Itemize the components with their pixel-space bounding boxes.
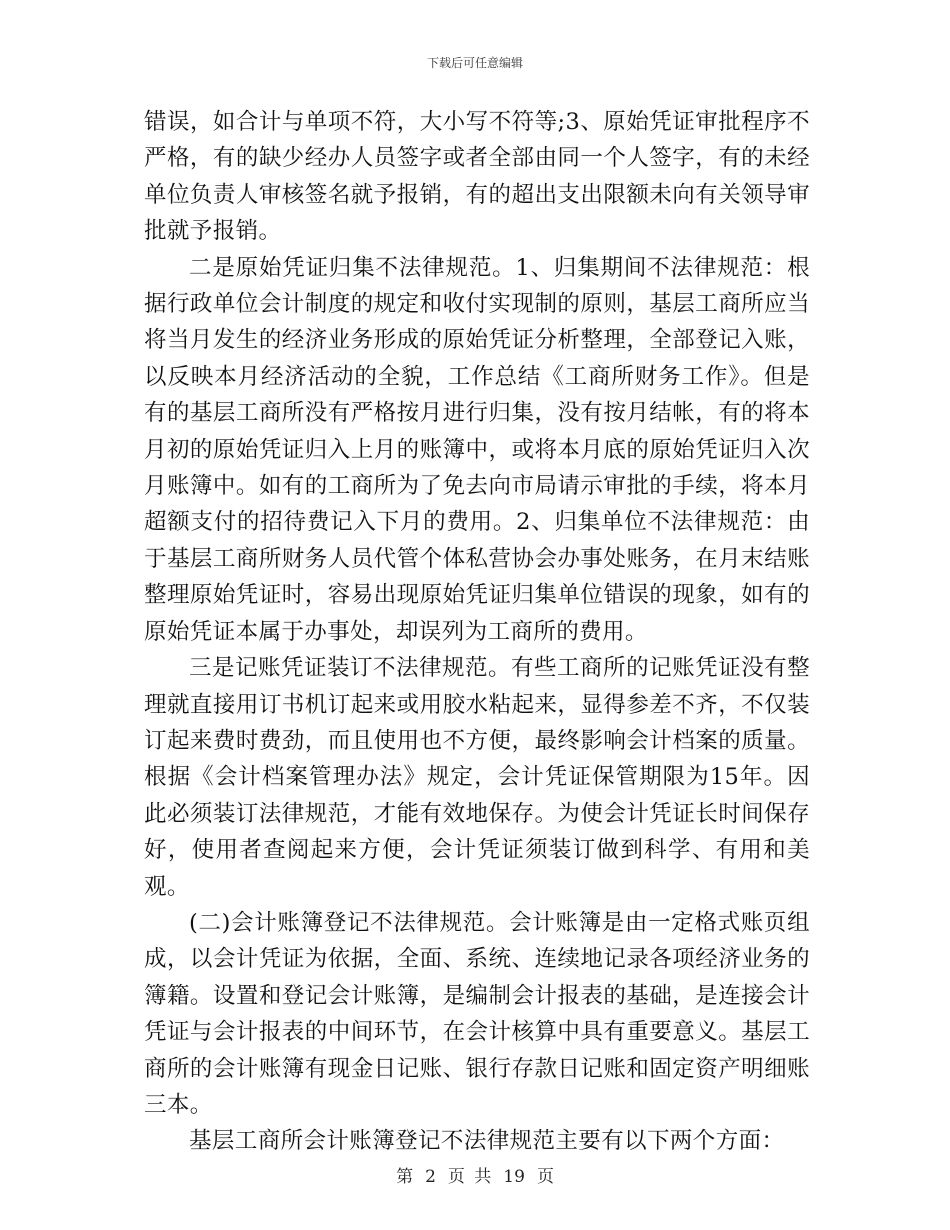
page-header: 下载后可任意编辑: [426, 56, 523, 70]
document-body: [144, 104, 810, 1160]
paragraph: 二是原始凭证归集不法律规范。1、归集期间不法律规范：根据行政单位会计制度的规定和收付实现制的原则，基层工商所应当将当月发生的经济业务形成的原始凭证分析整理，全部登记入账，以反映本月经济活动的全貌，工作总结《工商所财务工作》。但是有的基层工商所没有严格按月进行归集，没有按月结帐，有的将本月初的原始凭证归入上月的账簿中，或将本月底的原始凭证归入次月账簿中。如有的工商所为了免去向市局请示审批的手续，将本月超额支付的招待费记入下月的费用。2、归集单位不法律规范：由于基层工商所财务人员代管个体私营协会办事处账务，在月末结账整理原始凭证时，容易出现原始凭证归集单位错误的现象，如有的原始凭证本属于办事处，却误列为工商所的费用。: [144, 254, 810, 645]
footer-middle: 页 共: [447, 1167, 492, 1187]
footer-suffix: 页: [536, 1167, 554, 1187]
paragraph: 错误，如合计与单项不符，大小写不符等;3、原始凭证审批程序不严格，有的缺少经办人员签字或者全部由同一个人签字，有的未经单位负责人审核签名就予报销，有的超出支出限额未向有关领导审批就予报销。: [144, 109, 810, 245]
page-footer: [0, 1162, 950, 1187]
paragraph: (二)会计账簿登记不法律规范。会计账簿是由一定格式账页组成，以会计凭证为依据，全面、系统、连续地记录各项经济业务的簿籍。设置和登记会计账簿，是编制会计报表的基础，是连接会计凭证与会计报表的中间环节，在会计核算中具有重要意义。基层工商所的会计账簿有现金日记账、银行存款日记账和固定资产明细账三本。: [144, 909, 810, 1118]
total-pages: 19: [503, 1167, 525, 1187]
paragraph: 基层工商所会计账簿登记不法律规范主要有以下两个方面：: [189, 1128, 785, 1155]
page-number: 2: [425, 1167, 436, 1187]
paragraph: 三是记账凭证装订不法律规范。有些工商所的记账凭证没有整理就直接用订书机订起来或用胶水粘起来，显得参差不齐，不仅装订起来费时费劲，而且使用也不方便，最终影响会计档案的质量。根据《会计档案管理办法》规定，会计凭证保管期限为15年。因此必须装订法律规范，才能有效地保存。为使会计凭证长时间保存好，使用者查阅起来方便，会计凭证须装订做到科学、有用和美观。: [144, 655, 810, 900]
footer-prefix: 第: [396, 1167, 414, 1187]
